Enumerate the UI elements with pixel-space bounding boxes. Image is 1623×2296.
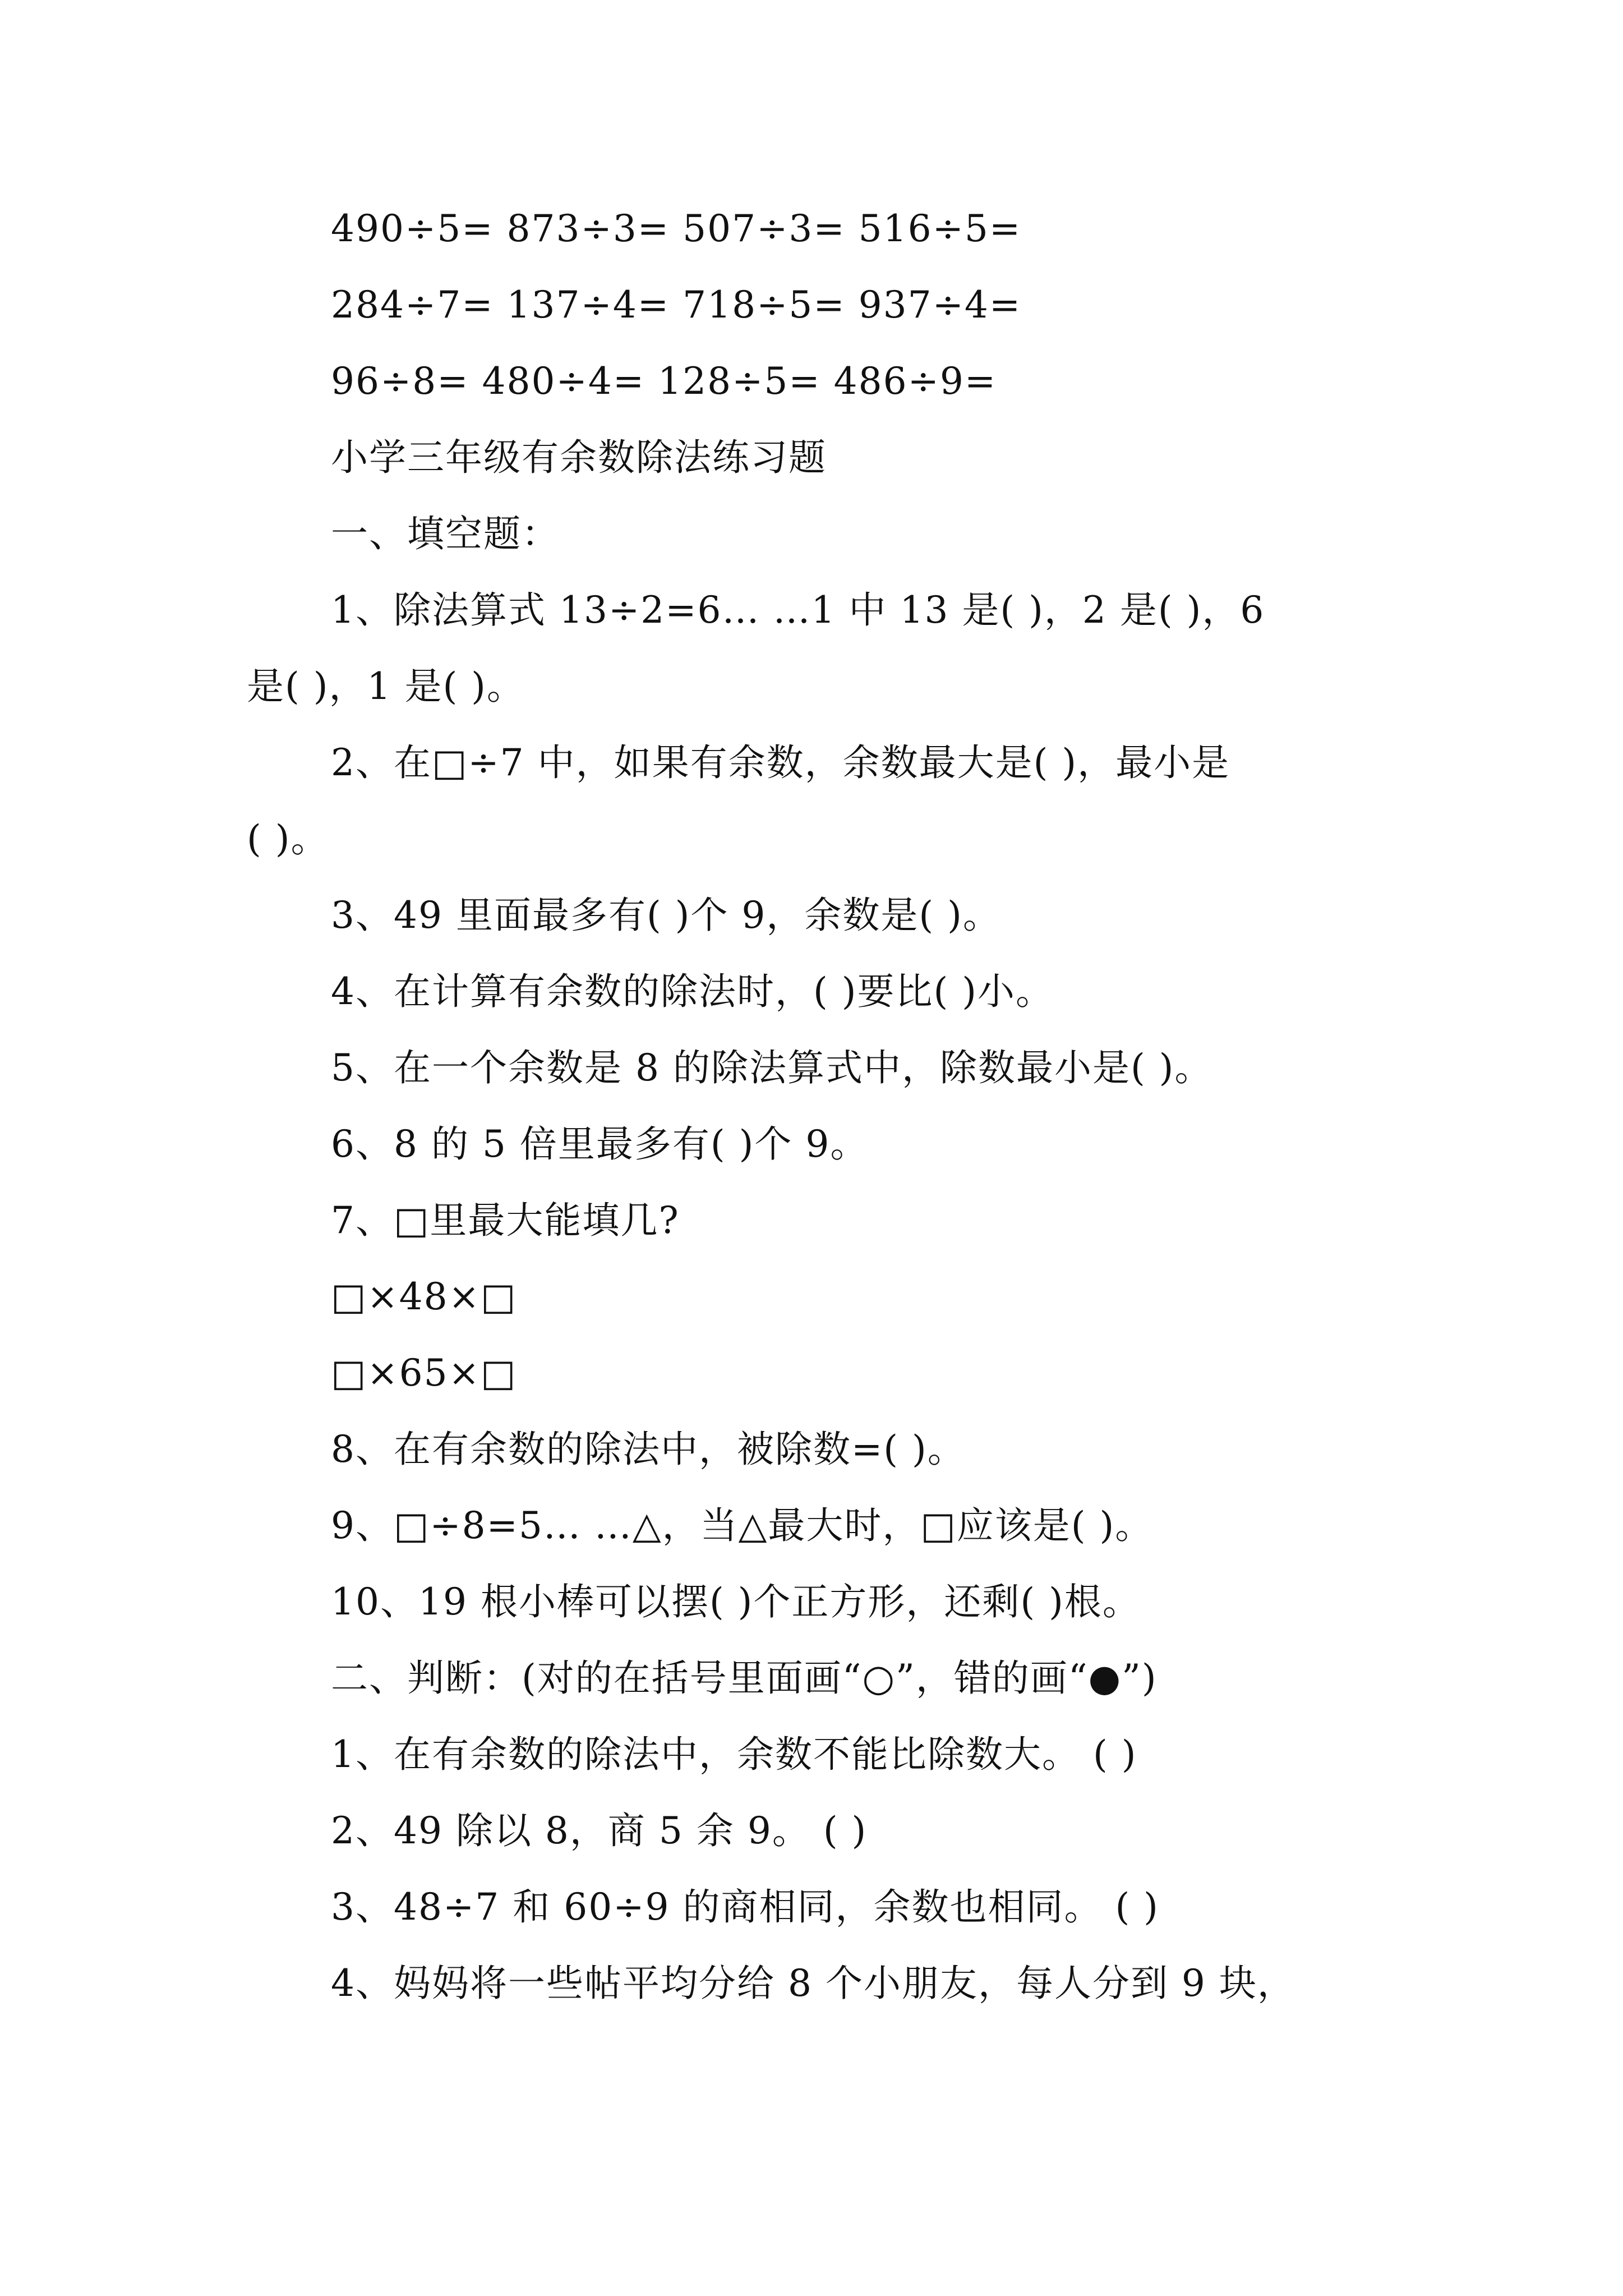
document-title: 小学三年级有余数除法练习题 [331,436,827,479]
question-2-continued: ( )。 [247,817,329,861]
judgement-1: 1、在有余数的除法中，余数不能比除数大。 ( ) [331,1733,1137,1776]
question-2: 2、在□÷7 中，如果有余数，余数最大是( )，最小是 [331,741,1230,784]
section-heading-fill-blank: 一、填空题： [331,512,560,555]
question-10: 10、19 根小棒可以摆( )个正方形，还剩( )根。 [331,1580,1141,1623]
calc-row-3: 96÷8= 480÷4= 128÷5= 486÷9= [331,360,997,403]
calc-row-2: 284÷7= 137÷4= 718÷5= 937÷4= [331,283,1022,326]
judgement-3: 3、48÷7 和 60÷9 的商相同，余数也相同。 ( ) [331,1885,1159,1929]
section-heading-true-false: 二、判断：(对的在括号里面画“○”，错的画“●”) [331,1657,1158,1700]
question-8: 8、在有余数的除法中，被除数=( )。 [331,1428,966,1471]
question-7: 7、□里最大能填几? [331,1199,680,1242]
calc-row-1: 490÷5= 873÷3= 507÷3= 516÷5= [331,207,1022,250]
judgement-4: 4、妈妈将一些帖平均分给 8 个小朋友，每人分到 9 块， [331,1962,1295,2005]
document-body [247,191,1413,2022]
judgement-2: 2、49 除以 8，商 5 余 9。 ( ) [331,1809,868,1852]
question-3: 3、49 里面最多有( )个 9，余数是( )。 [331,894,1001,937]
question-6: 6、8 的 5 倍里最多有( )个 9。 [331,1122,869,1166]
question-1: 1、除法算式 13÷2=6… …1 中 13 是( )，2 是( )，6 [331,588,1265,632]
question-9: 9、□÷8=5… …△，当△最大时，□应该是( )。 [331,1504,1154,1547]
question-1-continued: 是( )，1 是( )。 [247,665,525,708]
question-4: 4、在计算有余数的除法时，( )要比( )小。 [331,970,1054,1013]
question-7-item-1: □×48×□ [331,1275,517,1318]
question-5: 5、在一个余数是 8 的除法算式中，除数最小是( )。 [331,1046,1213,1089]
question-7-item-2: □×65×□ [331,1351,517,1395]
